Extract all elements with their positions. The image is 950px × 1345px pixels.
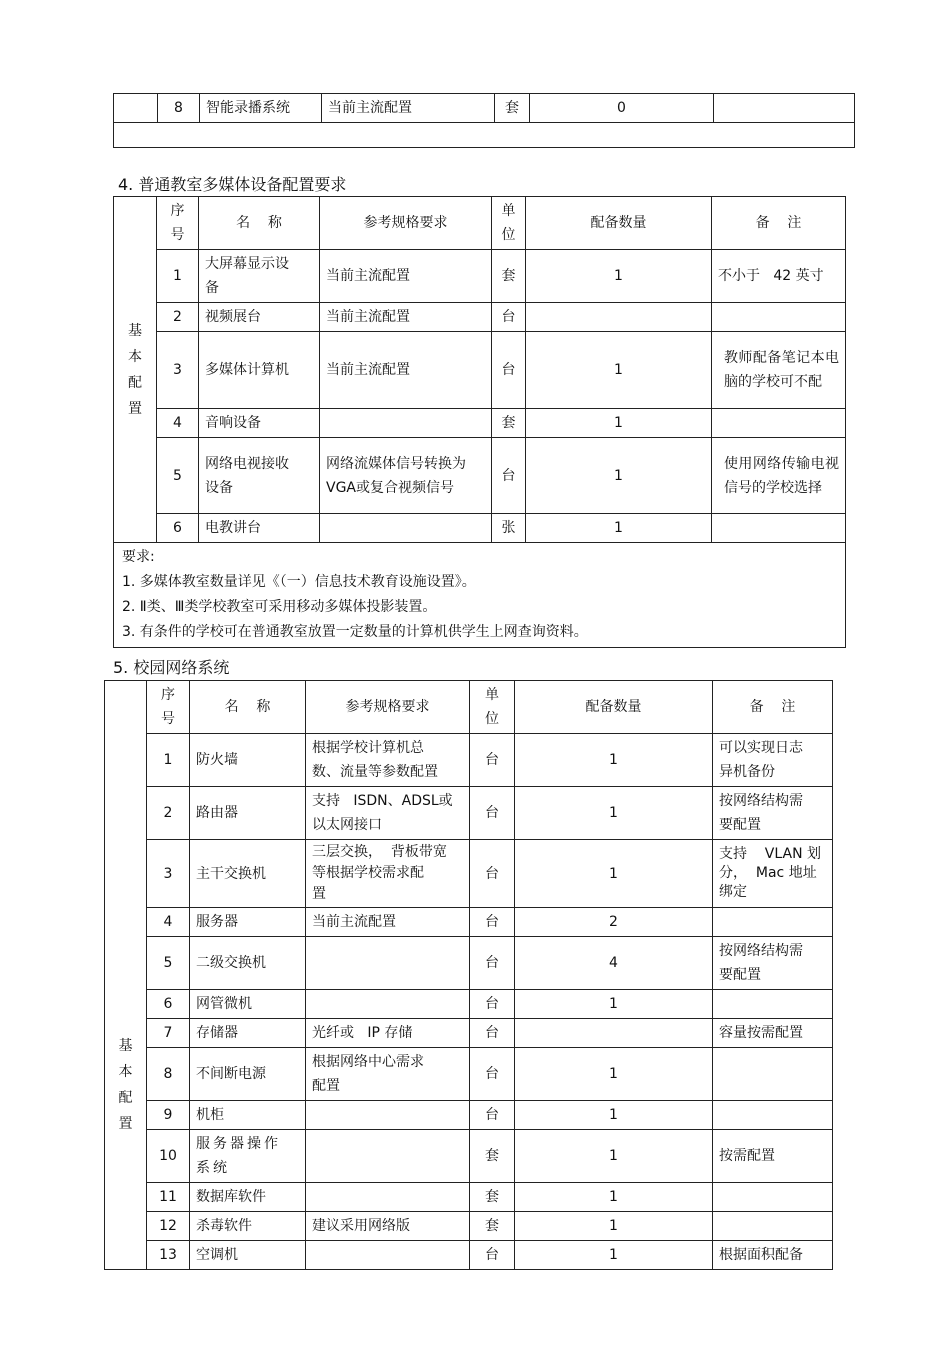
item-qty: 1 — [515, 840, 713, 908]
row-number: 8 — [147, 1048, 190, 1101]
item-qty: 1 — [515, 1241, 713, 1270]
item-qty: 1 — [515, 1101, 713, 1130]
item-qty: 1 — [515, 787, 713, 840]
requirements-row — [114, 543, 846, 648]
table-row — [114, 514, 846, 543]
header-name: 名 称 — [199, 197, 320, 250]
item-note — [713, 1183, 833, 1212]
table-row — [114, 438, 846, 514]
row-number: 7 — [147, 1019, 190, 1048]
item-spec — [306, 1183, 470, 1212]
table-row — [114, 409, 846, 438]
item-spec: 根据学校计算机总 数、流量等参数配置 — [306, 734, 470, 787]
item-name: 网管微机 — [190, 990, 306, 1019]
item-spec — [306, 990, 470, 1019]
item-name: 智能录播系统 — [200, 94, 322, 123]
table-row — [105, 1130, 833, 1183]
row-number: 13 — [147, 1241, 190, 1270]
table-row — [105, 1101, 833, 1130]
item-spec: 光纤或 IP 存储 — [306, 1019, 470, 1048]
item-name: 不间断电源 — [190, 1048, 306, 1101]
table-row — [105, 1019, 833, 1048]
item-note: 按网络结构需 要配置 — [713, 937, 833, 990]
item-unit: 台 — [470, 1048, 515, 1101]
item-unit: 台 — [470, 990, 515, 1019]
row-number: 4 — [147, 908, 190, 937]
item-note: 使用网络传输电视信号的学校选择 — [712, 438, 846, 514]
item-name: 大屏幕显示设 备 — [199, 250, 320, 303]
table-row — [105, 787, 833, 840]
item-unit: 张 — [492, 514, 526, 543]
item-qty: 1 — [515, 1130, 713, 1183]
item-note: 支持 VLAN 划 分， Mac 地址 绑定 — [713, 840, 833, 908]
table-row — [105, 1048, 833, 1101]
header-spec: 参考规格要求 — [320, 197, 492, 250]
row-number: 2 — [147, 787, 190, 840]
row-number: 5 — [147, 937, 190, 990]
section-4-table — [113, 196, 846, 648]
header-qty: 配备数量 — [515, 681, 713, 734]
group-label: 基 本 配 置 — [114, 197, 157, 543]
item-spec: 当前主流配置 — [306, 908, 470, 937]
item-qty: 1 — [515, 1183, 713, 1212]
item-note — [712, 303, 846, 332]
item-spec — [306, 937, 470, 990]
item-name: 空调机 — [190, 1241, 306, 1270]
item-note — [714, 94, 855, 123]
table-row — [114, 303, 846, 332]
item-note — [712, 514, 846, 543]
item-name: 杀毒软件 — [190, 1212, 306, 1241]
item-spec — [306, 1130, 470, 1183]
item-spec: 当前主流配置 — [320, 332, 492, 409]
header-spec: 参考规格要求 — [306, 681, 470, 734]
table-row — [114, 332, 846, 409]
row-number: 3 — [147, 840, 190, 908]
item-name: 多媒体计算机 — [199, 332, 320, 409]
item-qty: 1 — [515, 990, 713, 1019]
item-spec: 建议采用网络版 — [306, 1212, 470, 1241]
item-name: 服务器 — [190, 908, 306, 937]
row-number: 5 — [157, 438, 199, 514]
requirement-item: 2. Ⅱ类、Ⅲ类学校教室可采用移动多媒体投影装置。 — [122, 599, 437, 615]
item-name: 主干交换机 — [190, 840, 306, 908]
item-spec: 支持 ISDN、ADSL或 以太网接口 — [306, 787, 470, 840]
item-qty: 1 — [526, 438, 712, 514]
requirements-heading: 要求: — [122, 549, 155, 565]
item-unit: 台 — [470, 840, 515, 908]
table-row — [105, 840, 833, 908]
header-unit: 单 位 — [492, 197, 526, 250]
item-unit: 台 — [492, 332, 526, 409]
empty-row — [114, 123, 855, 148]
item-note: 教师配备笔记本电脑的学校可不配 — [712, 332, 846, 409]
item-note — [713, 990, 833, 1019]
requirement-item: 1. 多媒体教室数量详见《（一）信息技术教育设施设置》。 — [122, 574, 476, 590]
item-unit: 台 — [470, 1019, 515, 1048]
item-spec: 网络流媒体信号转换为 VGA或复合视频信号 — [320, 438, 492, 514]
table-row — [105, 1183, 833, 1212]
item-name: 服务器操作 系统 — [190, 1130, 306, 1183]
table-row — [105, 908, 833, 937]
item-qty: 1 — [526, 514, 712, 543]
item-qty — [526, 303, 712, 332]
table-row — [105, 734, 833, 787]
header-no: 序 号 — [147, 681, 190, 734]
item-name: 视频展台 — [199, 303, 320, 332]
section-5-title: 5. 校园网络系统 — [113, 658, 230, 677]
item-note — [713, 1212, 833, 1241]
item-name: 音响设备 — [199, 409, 320, 438]
row-number: 1 — [147, 734, 190, 787]
item-qty — [515, 1019, 713, 1048]
row-number: 3 — [157, 332, 199, 409]
row-number: 8 — [158, 94, 200, 123]
table-row — [105, 1212, 833, 1241]
item-name: 防火墙 — [190, 734, 306, 787]
header-note: 备 注 — [712, 197, 846, 250]
table-row — [105, 937, 833, 990]
section-5-table — [104, 680, 833, 1270]
group-label: 基 本 配 置 — [105, 681, 147, 1270]
item-spec: 当前主流配置 — [320, 250, 492, 303]
item-name: 路由器 — [190, 787, 306, 840]
item-note — [712, 409, 846, 438]
item-qty: 0 — [530, 94, 714, 123]
item-note: 按需配置 — [713, 1130, 833, 1183]
item-qty: 1 — [526, 332, 712, 409]
item-name: 电教讲台 — [199, 514, 320, 543]
item-note: 按网络结构需 要配置 — [713, 787, 833, 840]
row-number: 12 — [147, 1212, 190, 1241]
item-name: 存储器 — [190, 1019, 306, 1048]
row-number: 4 — [157, 409, 199, 438]
row-number: 9 — [147, 1101, 190, 1130]
row-number: 6 — [147, 990, 190, 1019]
row-number: 10 — [147, 1130, 190, 1183]
item-note: 不小于 42 英寸 — [712, 250, 846, 303]
item-spec — [306, 1101, 470, 1130]
header-unit: 单 位 — [470, 681, 515, 734]
item-spec — [320, 409, 492, 438]
item-spec — [320, 514, 492, 543]
header-note: 备 注 — [713, 681, 833, 734]
item-spec: 三层交换， 背板带宽 等根据学校需求配 置 — [306, 840, 470, 908]
item-name: 数据库软件 — [190, 1183, 306, 1212]
item-unit: 套 — [492, 409, 526, 438]
item-unit: 台 — [492, 303, 526, 332]
item-note — [713, 1048, 833, 1101]
item-name: 二级交换机 — [190, 937, 306, 990]
item-note: 容量按需配置 — [713, 1019, 833, 1048]
item-unit: 套 — [495, 94, 530, 123]
table-row — [114, 94, 855, 123]
row-number: 1 — [157, 250, 199, 303]
item-note — [713, 908, 833, 937]
header-no: 序 号 — [157, 197, 199, 250]
item-spec — [306, 1241, 470, 1270]
header-qty: 配备数量 — [526, 197, 712, 250]
item-qty: 4 — [515, 937, 713, 990]
item-unit: 套 — [470, 1212, 515, 1241]
requirement-item: 3. 有条件的学校可在普通教室放置一定数量的计算机供学生上网查询资料。 — [122, 624, 588, 640]
top-table — [113, 93, 855, 148]
item-name: 机柜 — [190, 1101, 306, 1130]
item-unit: 台 — [470, 937, 515, 990]
item-qty: 1 — [526, 409, 712, 438]
header-name: 名 称 — [190, 681, 306, 734]
item-qty: 1 — [515, 734, 713, 787]
table-row — [114, 250, 846, 303]
item-unit: 台 — [470, 1241, 515, 1270]
table-header-row — [114, 197, 846, 250]
item-qty: 1 — [526, 250, 712, 303]
item-note: 根据面积配备 — [713, 1241, 833, 1270]
group-cell — [114, 94, 158, 123]
table-row — [114, 123, 855, 148]
item-spec: 当前主流配置 — [320, 303, 492, 332]
item-spec: 当前主流配置 — [322, 94, 495, 123]
item-unit: 台 — [470, 908, 515, 937]
item-unit: 套 — [470, 1130, 515, 1183]
item-unit: 台 — [492, 438, 526, 514]
table-header-row — [105, 681, 833, 734]
item-unit: 台 — [470, 734, 515, 787]
item-name: 网络电视接收 设备 — [199, 438, 320, 514]
item-unit: 台 — [470, 787, 515, 840]
item-unit: 套 — [470, 1183, 515, 1212]
item-note — [713, 1101, 833, 1130]
item-note: 可以实现日志 异机备份 — [713, 734, 833, 787]
item-qty: 2 — [515, 908, 713, 937]
section-4-title: 4. 普通教室多媒体设备配置要求 — [118, 175, 347, 194]
item-unit: 台 — [470, 1101, 515, 1130]
item-qty: 1 — [515, 1048, 713, 1101]
row-number: 11 — [147, 1183, 190, 1212]
row-number: 2 — [157, 303, 199, 332]
requirements-cell — [114, 543, 846, 648]
item-unit: 套 — [492, 250, 526, 303]
item-qty: 1 — [515, 1212, 713, 1241]
table-row — [105, 990, 833, 1019]
item-spec: 根据网络中心需求 配置 — [306, 1048, 470, 1101]
row-number: 6 — [157, 514, 199, 543]
table-row — [105, 1241, 833, 1270]
